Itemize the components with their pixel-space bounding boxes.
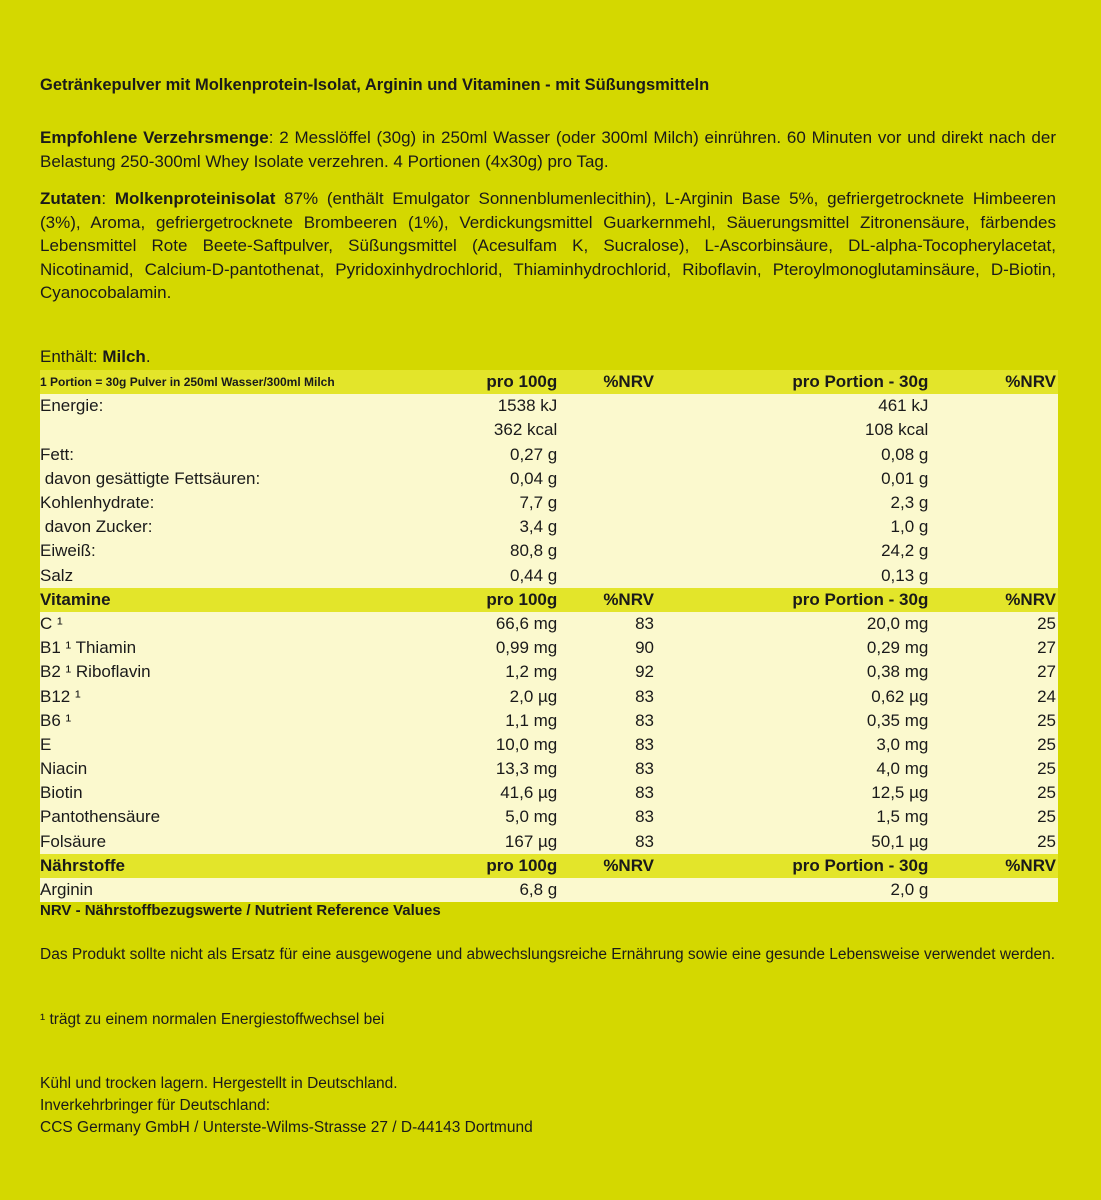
allergen-end: . xyxy=(145,347,151,366)
table-cell xyxy=(928,878,1058,902)
distributor-label: Inverkehrbringer für Deutschland: xyxy=(40,1097,271,1114)
table-cell: 2,3 g xyxy=(654,491,928,515)
header-cell: pro Portion - 30g xyxy=(654,588,928,612)
table-cell: Pantothensäure xyxy=(40,805,400,829)
table-cell: 83 xyxy=(557,830,654,854)
table-header-portion xyxy=(40,370,1058,394)
header-cell: %NRV xyxy=(928,370,1058,394)
table-cell: 41,6 µg xyxy=(400,781,558,805)
table-cell: 83 xyxy=(557,757,654,781)
table-cell: 0,62 µg xyxy=(654,684,928,708)
table-cell: 66,6 mg xyxy=(400,612,558,636)
vitamin-row xyxy=(40,733,1058,757)
table-cell xyxy=(557,443,654,467)
header-cell: Vitamine xyxy=(40,588,400,612)
table-cell: 7,7 g xyxy=(400,491,558,515)
nutrient-row xyxy=(40,878,1058,902)
table-cell: B2 ¹ Riboflavin xyxy=(40,660,400,684)
table-cell: 25 xyxy=(928,733,1058,757)
table-cell xyxy=(928,467,1058,491)
disclaimer: Das Produkt sollte nicht als Ersatz für eine ausgewogene und abwechslungsreiche Ernährung sowie eine gesunde Lebensweise verwendet werden. xyxy=(40,946,1056,963)
header-cell: %NRV xyxy=(557,370,654,394)
table-cell: Energie: xyxy=(40,394,400,418)
header-cell: pro 100g xyxy=(400,588,558,612)
table-cell: 0,27 g xyxy=(400,443,558,467)
header-cell: 1 Portion = 30g Pulver in 250ml Wasser/300ml Milch xyxy=(40,370,400,394)
nutrition-table xyxy=(40,370,1058,902)
table-cell: 25 xyxy=(928,612,1058,636)
nutrition-row xyxy=(40,564,1058,588)
table-cell: B6 ¹ xyxy=(40,709,400,733)
table-cell: Salz xyxy=(40,564,400,588)
table-cell: 0,08 g xyxy=(654,443,928,467)
header-cell: %NRV xyxy=(557,854,654,878)
table-cell xyxy=(557,564,654,588)
table-cell: 27 xyxy=(928,636,1058,660)
table-cell: 0,99 mg xyxy=(400,636,558,660)
table-cell: 2,0 µg xyxy=(400,684,558,708)
nutrition-row xyxy=(40,394,1058,418)
table-cell xyxy=(928,418,1058,442)
table-cell: 12,5 µg xyxy=(654,781,928,805)
table-cell: Folsäure xyxy=(40,830,400,854)
product-title: Getränkepulver mit Molkenprotein-Isolat, Arginin und Vitaminen - mit Süßungsmitteln xyxy=(40,76,710,94)
vitamin-row xyxy=(40,709,1058,733)
table-cell: Fett: xyxy=(40,443,400,467)
table-cell xyxy=(928,443,1058,467)
table-cell: 1,2 mg xyxy=(400,660,558,684)
table-cell xyxy=(557,491,654,515)
table-cell: 25 xyxy=(928,830,1058,854)
vitamin-row xyxy=(40,757,1058,781)
nutrition-row xyxy=(40,515,1058,539)
table-cell: 92 xyxy=(557,660,654,684)
table-cell: 83 xyxy=(557,733,654,757)
nutrition-row xyxy=(40,443,1058,467)
table-cell: 83 xyxy=(557,805,654,829)
table-cell: 167 µg xyxy=(400,830,558,854)
nutrition-row xyxy=(40,491,1058,515)
table-cell: 5,0 mg xyxy=(400,805,558,829)
distributor-address: CCS Germany GmbH / Unterste-Wilms-Strasse 27 / D-44143 Dortmund xyxy=(40,1119,533,1136)
table-cell: 90 xyxy=(557,636,654,660)
ingredients-main: Molkenproteinisolat xyxy=(114,189,276,208)
vitamin-row xyxy=(40,830,1058,854)
table-cell: 0,38 mg xyxy=(654,660,928,684)
table-cell: 83 xyxy=(557,612,654,636)
table-cell xyxy=(928,515,1058,539)
nrv-note: NRV - Nährstoffbezugswerte / Nutrient Reference Values xyxy=(40,902,441,919)
dosage-text: : 2 Messlöffel (30g) in 250ml Wasser (oder 300ml Milch) einrühren. 60 Minuten vor und direkt nach der Belastung 250-300ml Whey Isolate verzehren. 4 Portionen (4x30g) pro Tag. xyxy=(40,128,1056,171)
table-cell: 3,4 g xyxy=(400,515,558,539)
table-cell xyxy=(557,878,654,902)
dosage-label: Empfohlene Verzehrsmenge xyxy=(40,128,269,147)
table-cell: davon Zucker: xyxy=(40,515,400,539)
table-cell: 13,3 mg xyxy=(400,757,558,781)
nutrition-row xyxy=(40,539,1058,563)
header-cell: Nährstoffe xyxy=(40,854,400,878)
table-cell: 24,2 g xyxy=(654,539,928,563)
table-cell: 461 kJ xyxy=(654,394,928,418)
table-cell: 0,44 g xyxy=(400,564,558,588)
ingredients-label: Zutaten xyxy=(40,189,102,208)
nutrition-row xyxy=(40,418,1058,442)
storage-line: Kühl und trocken lagern. Hergestellt in Deutschland. xyxy=(40,1075,398,1092)
table-cell: 50,1 µg xyxy=(654,830,928,854)
table-header-vitamin xyxy=(40,588,1058,612)
table-cell: 0,04 g xyxy=(400,467,558,491)
table-cell: 108 kcal xyxy=(654,418,928,442)
table-cell: B1 ¹ Thiamin xyxy=(40,636,400,660)
header-cell: pro Portion - 30g xyxy=(654,854,928,878)
table-cell: 0,01 g xyxy=(654,467,928,491)
table-cell: 1,0 g xyxy=(654,515,928,539)
allergen-value: Milch xyxy=(102,347,146,366)
table-header-nutrient xyxy=(40,854,1058,878)
table-cell xyxy=(557,515,654,539)
table-cell: B12 ¹ xyxy=(40,684,400,708)
footnote: ¹ trägt zu einem normalen Energiestoffwechsel bei xyxy=(40,1011,385,1028)
table-cell: Eiweiß: xyxy=(40,539,400,563)
vitamin-row xyxy=(40,781,1058,805)
table-cell: Niacin xyxy=(40,757,400,781)
table-cell: 0,13 g xyxy=(654,564,928,588)
nutrition-row xyxy=(40,467,1058,491)
table-cell: 362 kcal xyxy=(400,418,558,442)
table-cell xyxy=(928,394,1058,418)
table-cell: 25 xyxy=(928,805,1058,829)
address-block xyxy=(40,1073,533,1139)
table-cell: Kohlenhydrate: xyxy=(40,491,400,515)
vitamin-row xyxy=(40,805,1058,829)
table-cell: davon gesättigte Fettsäuren: xyxy=(40,467,400,491)
table-cell: 24 xyxy=(928,684,1058,708)
table-cell: 0,35 mg xyxy=(654,709,928,733)
table-cell: 80,8 g xyxy=(400,539,558,563)
table-cell: C ¹ xyxy=(40,612,400,636)
ingredients-paragraph xyxy=(40,187,1056,305)
table-cell xyxy=(928,564,1058,588)
table-cell: 1,1 mg xyxy=(400,709,558,733)
header-cell: %NRV xyxy=(557,588,654,612)
allergen-line xyxy=(40,347,151,367)
table-cell: 0,29 mg xyxy=(654,636,928,660)
table-cell: 83 xyxy=(557,684,654,708)
header-cell: %NRV xyxy=(928,854,1058,878)
table-cell: 25 xyxy=(928,757,1058,781)
table-cell xyxy=(557,394,654,418)
ingredients-text: 87% (enthält Emulgator Sonnenblumenlecithin), L-Arginin Base 5%, gefriergetrocknete Himbeeren (3%), Aroma, gefriergetrocknete Brombeeren (1%), Verdickungsmittel Guarkernmehl, Säuerungsmittel Zitronensäure, färbendes Lebensmittel Rote Beete-Saftpulver, Süßungsmittel (Acesulfam K, Sucralose), L-Ascorbinsäure, DL-alpha-Tocopherylacetat, Nicotinamid, Calcium-D-pantothenat, Pyridoxinhydrochlorid, Thiaminhydrochlorid, Riboflavin, Pteroylmonoglutaminsäure, D-Biotin, Cyanocobalamin. xyxy=(40,189,1056,302)
table-cell xyxy=(928,491,1058,515)
table-cell: 4,0 mg xyxy=(654,757,928,781)
table-cell: 83 xyxy=(557,709,654,733)
vitamin-row xyxy=(40,612,1058,636)
table-cell xyxy=(557,467,654,491)
table-cell: 2,0 g xyxy=(654,878,928,902)
table-cell: E xyxy=(40,733,400,757)
table-cell: 1,5 mg xyxy=(654,805,928,829)
dosage-paragraph xyxy=(40,126,1056,173)
allergen-label: Enthält: xyxy=(40,347,103,366)
header-cell: pro 100g xyxy=(400,854,558,878)
table-cell: 6,8 g xyxy=(400,878,558,902)
table-cell xyxy=(928,539,1058,563)
header-cell: %NRV xyxy=(928,588,1058,612)
table-cell: 20,0 mg xyxy=(654,612,928,636)
table-cell: Arginin xyxy=(40,878,400,902)
table-cell: 10,0 mg xyxy=(400,733,558,757)
vitamin-row xyxy=(40,660,1058,684)
header-cell: pro Portion - 30g xyxy=(654,370,928,394)
table-cell: Biotin xyxy=(40,781,400,805)
table-cell: 27 xyxy=(928,660,1058,684)
vitamin-row xyxy=(40,684,1058,708)
table-cell: 25 xyxy=(928,709,1058,733)
table-cell: 25 xyxy=(928,781,1058,805)
table-cell: 83 xyxy=(557,781,654,805)
header-cell: pro 100g xyxy=(400,370,558,394)
table-cell xyxy=(557,539,654,563)
table-cell xyxy=(40,418,400,442)
ingredients-sep: : xyxy=(101,189,115,208)
table-cell: 3,0 mg xyxy=(654,733,928,757)
table-cell: 1538 kJ xyxy=(400,394,558,418)
vitamin-row xyxy=(40,636,1058,660)
table-cell xyxy=(557,418,654,442)
